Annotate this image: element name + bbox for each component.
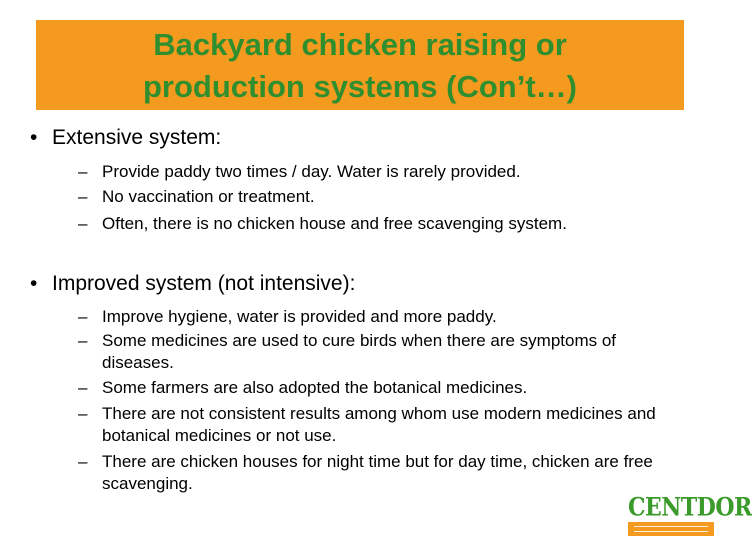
logo-strip: [628, 522, 714, 536]
list-item: [78, 403, 658, 447]
list-item-text: Provide paddy two times / day. Water is rarely provided.: [102, 162, 521, 181]
list-item-text: Some farmers are also adopted the botanical medicines.: [102, 378, 528, 397]
list-item: [78, 213, 678, 235]
dash-marker: –: [78, 187, 88, 206]
bullet-improved-system: [30, 272, 670, 296]
list-item: [78, 377, 678, 399]
dash-marker: –: [78, 378, 88, 397]
bullet-marker: •: [30, 126, 38, 149]
dash-marker: –: [78, 452, 88, 471]
dash-marker: –: [78, 404, 88, 423]
dash-marker: –: [78, 331, 88, 350]
dash-marker: –: [78, 162, 88, 181]
list-item: [78, 451, 698, 495]
list-item-text: There are not consistent results among whom use modern medicines and botanical medicines or not use.: [102, 404, 656, 445]
centdor-logo: [628, 490, 752, 536]
bullet-marker: •: [30, 272, 38, 295]
dash-marker: –: [78, 214, 88, 233]
logo-strip-line: [634, 526, 708, 527]
title-line-1: Backyard chicken raising or: [153, 27, 567, 62]
list-item: [78, 186, 678, 208]
bullet-extensive-system: [30, 126, 670, 150]
list-item-text: There are chicken houses for night time but for day time, chicken are free scavenging.: [102, 452, 653, 493]
section-heading: Improved system (not intensive):: [52, 272, 356, 295]
dash-marker: –: [78, 307, 88, 326]
logo-wordmark: CENTDOR: [628, 492, 752, 523]
list-item: [78, 161, 678, 183]
list-item-text: Some medicines are used to cure birds when there are symptoms of diseases.: [102, 331, 617, 372]
logo-strip-line: [634, 531, 708, 532]
list-item: [78, 306, 678, 328]
list-item-text: No vaccination or treatment.: [102, 187, 315, 206]
list-item: [78, 330, 638, 374]
section-heading: Extensive system:: [52, 126, 222, 149]
list-item-text: Improve hygiene, water is provided and more paddy.: [102, 307, 497, 326]
list-item-text: Often, there is no chicken house and free scavenging system.: [102, 214, 567, 233]
title-line-2: production systems (Con’t…): [142, 69, 577, 104]
